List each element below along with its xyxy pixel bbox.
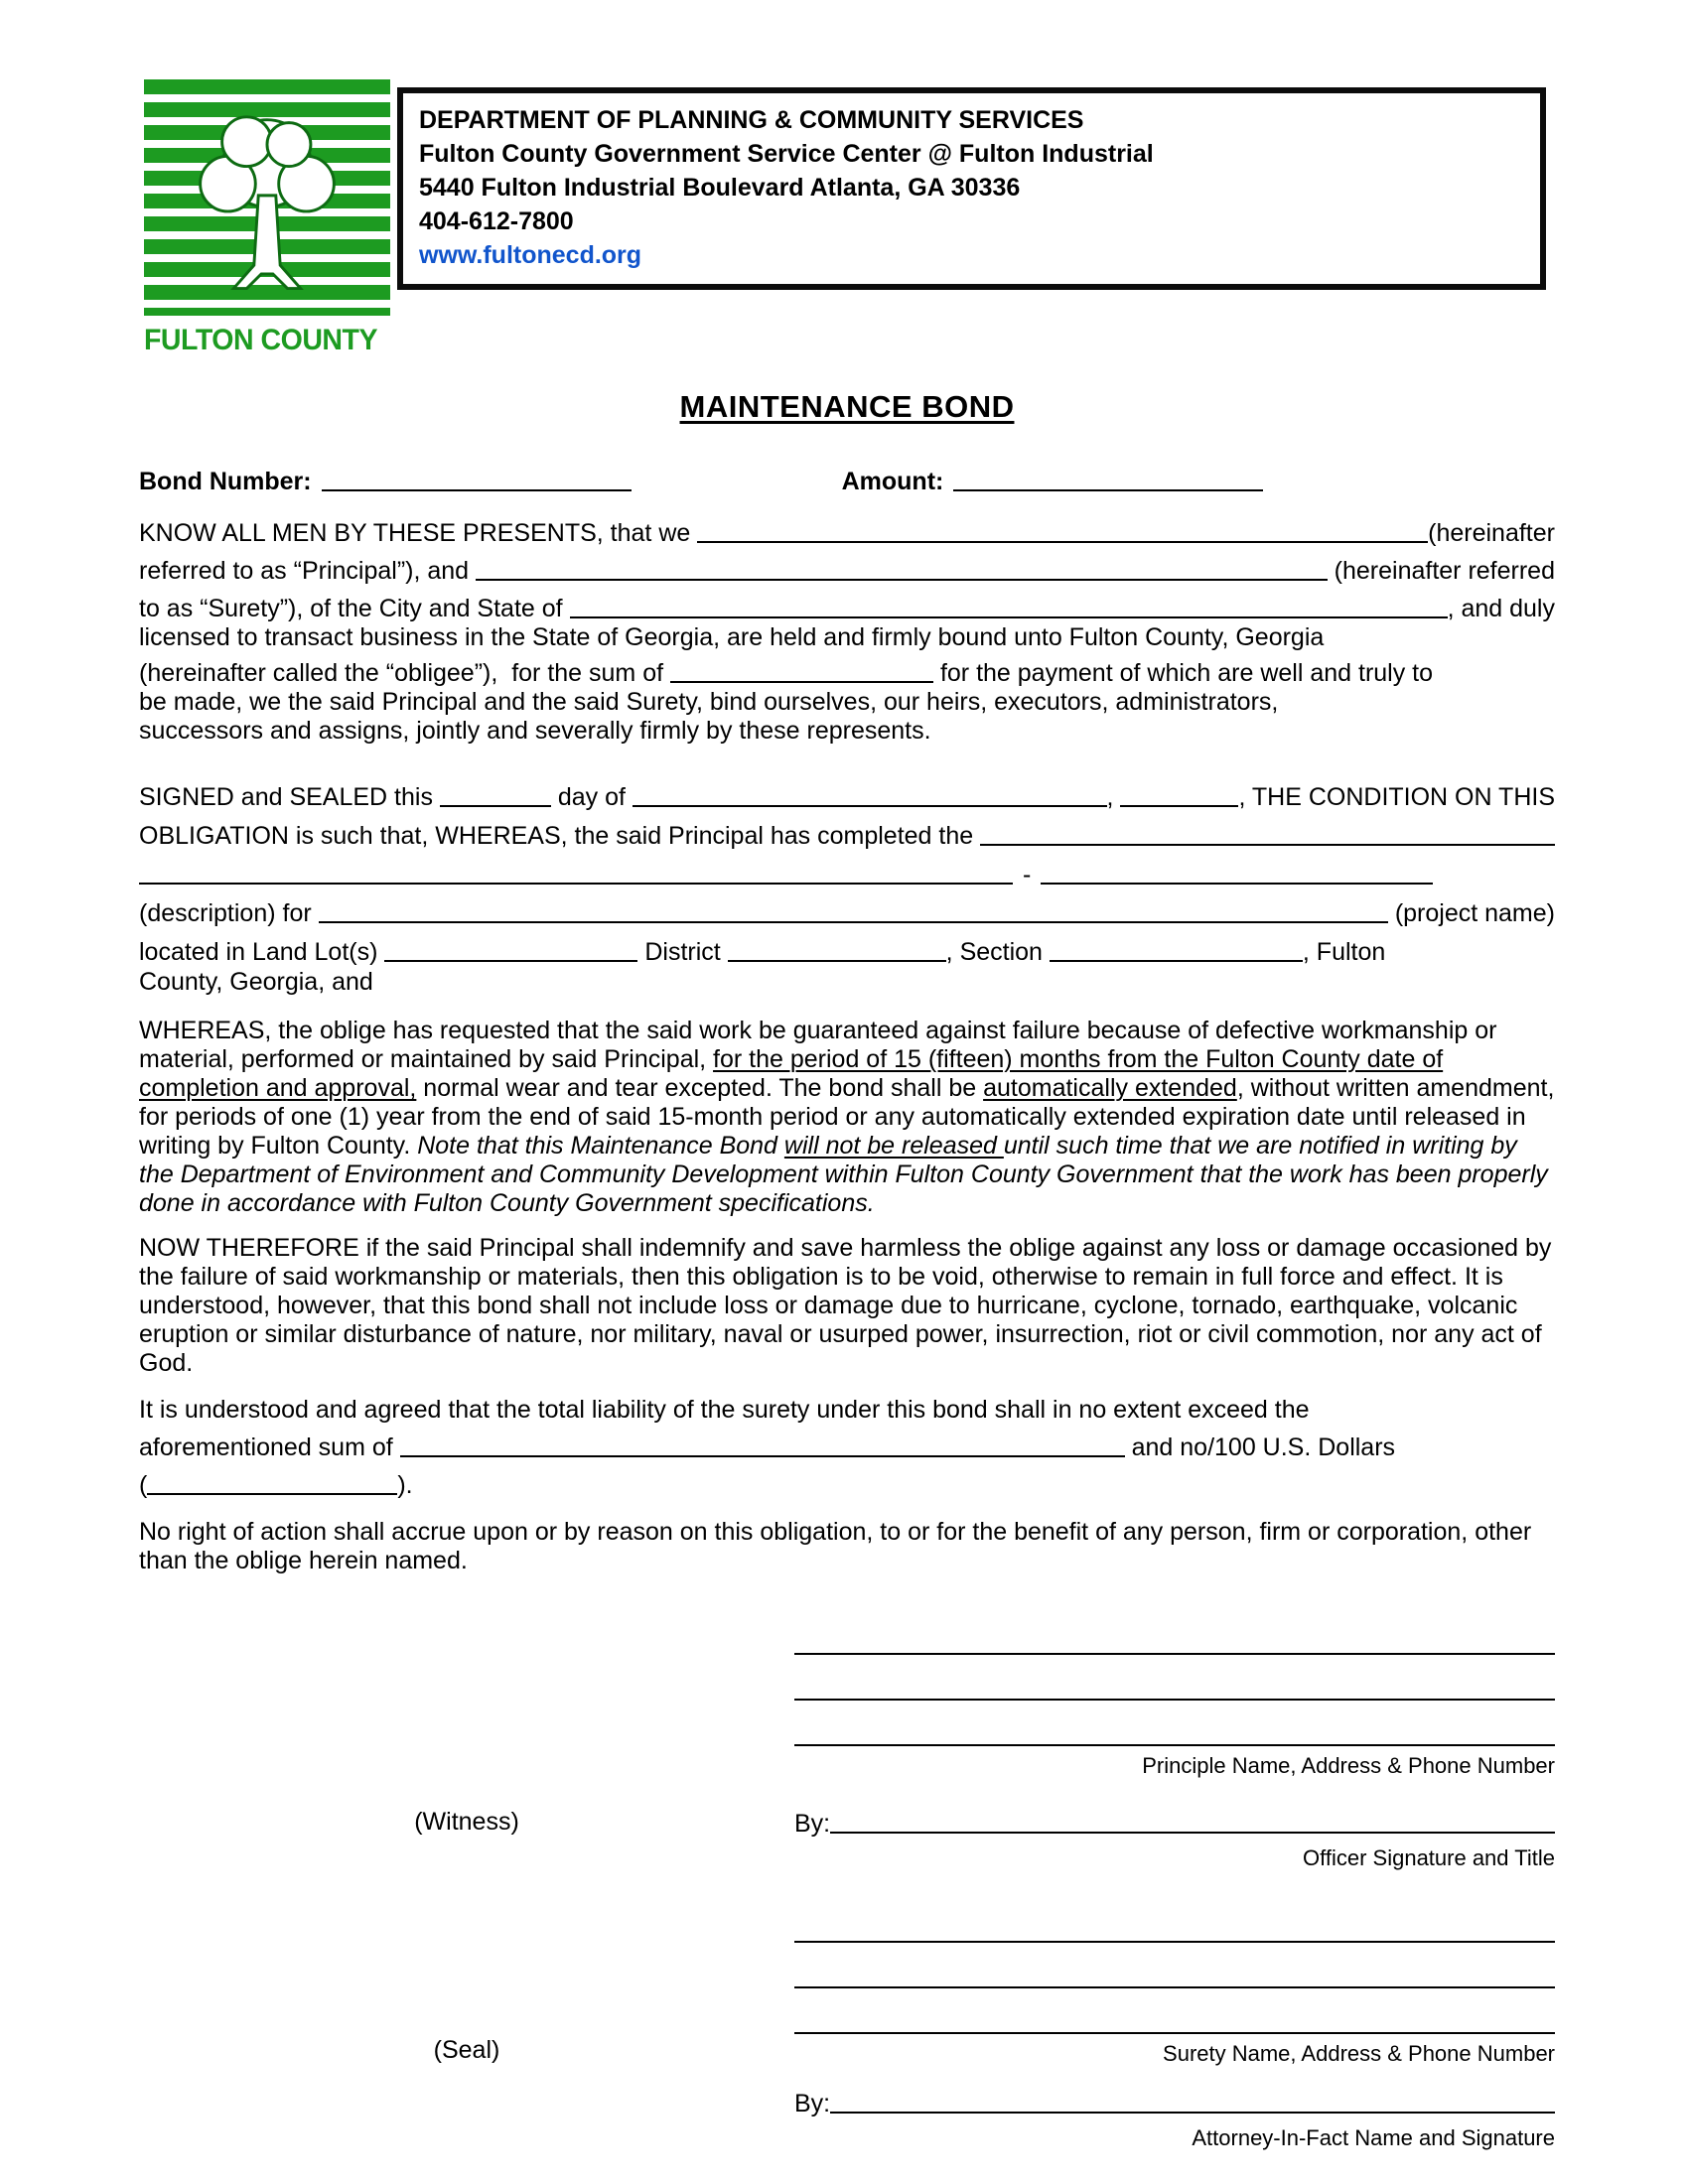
signature-section bbox=[139, 1609, 1555, 2151]
seal-label: (Seal) bbox=[433, 2036, 500, 2064]
p3-underlined-extended: automatically extended bbox=[983, 1074, 1237, 1102]
form-title: MAINTENANCE BOND bbox=[679, 389, 1015, 424]
tree-icon bbox=[173, 108, 361, 312]
numeric-sum-blank bbox=[147, 1491, 397, 1495]
principal-name-blank bbox=[697, 539, 1428, 543]
paragraph-total-liability bbox=[139, 1396, 1555, 1500]
p2-condition-text: , THE CONDITION ON THIS bbox=[1238, 783, 1555, 811]
bond-number-label: Bond Number: bbox=[139, 468, 312, 495]
p5-line2-text: aforementioned sum of bbox=[139, 1433, 400, 1461]
p2-dayof-text: day of bbox=[550, 783, 633, 811]
dept-center: Fulton County Government Service Center @ Fulton Industrial bbox=[419, 140, 1154, 168]
blank-separator-dash: - bbox=[1023, 861, 1032, 888]
officer-signature-blank bbox=[830, 1830, 1555, 1834]
surety-caption: Surety Name, Address & Phone Number bbox=[1163, 2041, 1555, 2066]
p1-line2-tail: (hereinafter referred bbox=[1327, 557, 1555, 585]
sum-blank bbox=[670, 679, 933, 683]
p1-line4-text: licensed to transact business in the State of Georgia, are held and firmly bound unto Fulton County, Georgia bbox=[139, 623, 1325, 651]
officer-by-line bbox=[794, 1803, 1555, 1839]
city-state-blank bbox=[570, 614, 1448, 618]
dept-website-link[interactable]: www.fultonecd.org bbox=[419, 241, 642, 269]
p3-text-e: , without written amendment, for periods of one (1) year from the end of said 15-month period or any automatically extended expiration date until released in writing by Fulton County. bbox=[139, 1074, 1555, 1160]
p3-text-h-italic: until such time that we are notified in writing by the Department of Environment and Community Development within Fulton County Government that the work has been properly done in accordance with Fulton County Government specifications. bbox=[139, 1132, 1548, 1217]
amount-label: Amount: bbox=[841, 468, 944, 495]
dept-name: DEPARTMENT OF PLANNING & COMMUNITY SERVICES bbox=[419, 106, 1084, 134]
p5-close-paren: ). bbox=[397, 1471, 413, 1499]
paragraph-whereas bbox=[139, 1017, 1555, 1218]
p1-line6-text: be made, we the said Principal and the said Surety, bind ourselves, our heirs, executors, administrators, bbox=[139, 688, 1279, 716]
principal-caption: Principle Name, Address & Phone Number bbox=[1142, 1753, 1555, 1778]
principal-info-line-3 bbox=[794, 1701, 1555, 1746]
form-body bbox=[139, 389, 1555, 2151]
surety-name-blank bbox=[476, 577, 1328, 581]
surety-info-line-3 bbox=[794, 1988, 1555, 2034]
surety-info-line-2 bbox=[794, 1943, 1555, 1988]
p2-line6-text: County, Georgia, and bbox=[139, 968, 373, 996]
p3-text-c: normal wear and tear excepted. The bond shall be bbox=[416, 1074, 984, 1102]
attorney-signature-blank bbox=[830, 2110, 1555, 2114]
dept-phone: 404-612-7800 bbox=[419, 207, 574, 235]
paragraph-now-therefore: NOW THEREFORE if the said Principal shall indemnify and save harmless the oblige against any loss or damage occasioned by the failure of said workmanship or materials, then this obligation is to be void, otherwise to remain in full force and effect. It is understood, however, that this bond shall not include loss or damage due to hurricane, cyclone, tornado, earthquake, volcanic eruption or similar disturbance of nature, nor military, naval or usurped power, insurrection, riot or civil commotion, nor any act of God. bbox=[139, 1234, 1552, 1377]
principal-info-line-1 bbox=[794, 1609, 1555, 1655]
land-lot-blank bbox=[384, 958, 637, 962]
logo-stripes-graphic bbox=[144, 79, 390, 316]
p1-line2-text: referred to as “Principal”), and bbox=[139, 557, 477, 585]
paragraph-know-all-men bbox=[139, 510, 1555, 746]
p2-comma: , bbox=[1106, 783, 1121, 811]
p1-line3-tail: , and duly bbox=[1447, 595, 1555, 622]
p1-line5-text: (hereinafter called the “obligee”), for the sum of bbox=[139, 659, 670, 687]
bond-number-blank bbox=[322, 487, 632, 491]
principal-info-line-2 bbox=[794, 1655, 1555, 1701]
p3-not-released-italic-underline: will not be released bbox=[783, 1132, 1004, 1160]
attorney-by-line bbox=[794, 2083, 1555, 2118]
p2-projectname-text: (project name) bbox=[1387, 899, 1555, 927]
p2-fulton-text: , Fulton bbox=[1302, 938, 1386, 966]
year-blank bbox=[1120, 803, 1238, 807]
p3-note-italic: Note that this Maintenance Bond bbox=[417, 1132, 784, 1160]
paragraph-signed-sealed bbox=[139, 773, 1555, 997]
p2-landlot-text: located in Land Lot(s) bbox=[139, 938, 385, 966]
logo-wordmark: FULTON COUNTY bbox=[144, 324, 378, 356]
paragraph-no-right-of-action: No right of action shall accrue upon or by reason on this obligation, to or for the benefit of any person, firm or corporation, other than the oblige herein named. bbox=[139, 1518, 1532, 1574]
fulton-county-logo bbox=[144, 79, 394, 357]
witness-label: (Witness) bbox=[414, 1808, 519, 1836]
project-name-blank bbox=[319, 919, 1388, 923]
work-description-blank-1 bbox=[139, 881, 1013, 885]
p3-text-a: WHEREAS, the oblige has requested that the said work be guaranteed against failure because of defective workmanship or material, performed or maintained by said Principal, bbox=[139, 1017, 1497, 1073]
p1-line1-tail: (hereinafter bbox=[1428, 519, 1555, 547]
completed-work-blank bbox=[980, 842, 1555, 846]
department-header-box bbox=[397, 87, 1546, 290]
p5-line1-text: It is understood and agreed that the total liability of the surety under this bond shall in no extent exceed the bbox=[139, 1396, 1310, 1424]
work-description-blank-2 bbox=[1041, 881, 1433, 885]
p3-underlined-period: for the period of 15 (fifteen) months from the Fulton County date of completion and approval, bbox=[139, 1045, 1444, 1102]
attorney-caption: Attorney-In-Fact Name and Signature bbox=[1192, 2125, 1555, 2150]
bond-amount-row bbox=[139, 457, 1555, 496]
p2-description-text: (description) for bbox=[139, 899, 319, 927]
p1-line3-text: to as “Surety”), of the City and State of bbox=[139, 595, 570, 622]
p1-line7-text: successors and assigns, jointly and severally firmly by these represents. bbox=[139, 717, 931, 745]
dept-address: 5440 Fulton Industrial Boulevard Atlanta, GA 30336 bbox=[419, 174, 1021, 202]
officer-caption: Officer Signature and Title bbox=[1303, 1845, 1555, 1870]
surety-info-line-1 bbox=[794, 1897, 1555, 1943]
p2-section-text: , Section bbox=[945, 938, 1050, 966]
day-blank bbox=[440, 803, 551, 807]
p5-line2-tail: and no/100 U.S. Dollars bbox=[1124, 1433, 1396, 1461]
p1-line1-text: KNOW ALL MEN BY THESE PRESENTS, that we bbox=[139, 519, 698, 547]
p2-line2-text: OBLIGATION is such that, WHEREAS, the said Principal has completed the bbox=[139, 822, 981, 850]
month-blank bbox=[633, 803, 1107, 807]
amount-blank bbox=[953, 487, 1263, 491]
by-label-attorney: By: bbox=[794, 2090, 831, 2117]
p2-line1-text: SIGNED and SEALED this bbox=[139, 783, 440, 811]
p1-line5-tail: for the payment of which are well and truly to bbox=[933, 659, 1434, 687]
p2-district-text: District bbox=[637, 938, 728, 966]
district-blank bbox=[728, 958, 946, 962]
section-blank bbox=[1050, 958, 1303, 962]
by-label-officer: By: bbox=[794, 1810, 831, 1838]
aforementioned-sum-blank bbox=[400, 1453, 1125, 1457]
p5-open-paren: ( bbox=[139, 1471, 148, 1499]
